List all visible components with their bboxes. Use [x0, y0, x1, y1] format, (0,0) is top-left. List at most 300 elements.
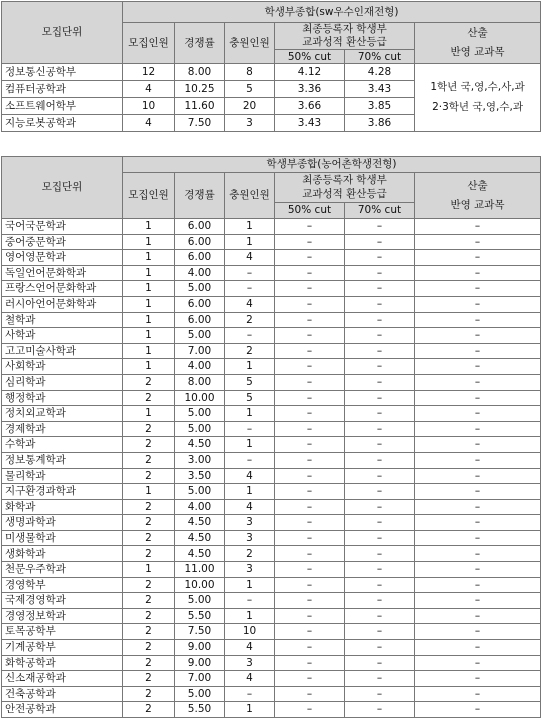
cut70-value: – — [345, 265, 415, 281]
extra-value: 2 — [225, 312, 275, 328]
unit-name: 수학과 — [2, 437, 123, 453]
subject-value: – — [415, 515, 541, 531]
unit-header: 모집단위 — [2, 157, 123, 219]
ratio-value: 4.50 — [175, 530, 225, 546]
grade-header-line2: 교과성적 환산등급 — [302, 36, 387, 49]
cut50-value: – — [275, 530, 345, 546]
extra-value: 4 — [225, 671, 275, 687]
cut70-value: – — [345, 530, 415, 546]
extra-header: 충원인원 — [225, 173, 275, 219]
extra-value: 1 — [225, 702, 275, 718]
unit-name: 심리학과 — [2, 374, 123, 390]
cut50-value: – — [275, 343, 345, 359]
quota-value: 2 — [123, 702, 175, 718]
cut50-value: 4.12 — [275, 64, 345, 81]
ratio-value: 7.00 — [175, 671, 225, 687]
subject-value: – — [415, 265, 541, 281]
cut70-value: – — [345, 281, 415, 297]
subject-value: – — [415, 281, 541, 297]
table-row — [2, 686, 541, 702]
cut70-value: – — [345, 390, 415, 406]
ratio-value: 7.00 — [175, 343, 225, 359]
extra-value: 4 — [225, 250, 275, 266]
unit-name: 경제학과 — [2, 421, 123, 437]
cut50-value: – — [275, 499, 345, 515]
table1-body — [2, 2, 541, 132]
unit-name: 경영학부 — [2, 577, 123, 593]
ratio-value: 3.00 — [175, 452, 225, 468]
table2-body — [2, 219, 541, 718]
extra-value: 20 — [225, 98, 275, 115]
quota-value: 2 — [123, 452, 175, 468]
cut70-value: – — [345, 437, 415, 453]
quota-value: 1 — [123, 265, 175, 281]
ratio-value: 10.00 — [175, 390, 225, 406]
cut70-value: – — [345, 546, 415, 562]
ratio-value: 10.25 — [175, 81, 225, 98]
quota-value: 2 — [123, 686, 175, 702]
ratio-header: 경쟁률 — [175, 23, 225, 64]
extra-value: 1 — [225, 484, 275, 500]
subject-value: – — [415, 437, 541, 453]
table-row — [2, 640, 541, 656]
quota-value: 2 — [123, 671, 175, 687]
cut70-value: – — [345, 343, 415, 359]
extra-value: 8 — [225, 64, 275, 81]
cut50-value: – — [275, 702, 345, 718]
extra-value: 4 — [225, 296, 275, 312]
ratio-value: 4.50 — [175, 437, 225, 453]
cut70-header: 70% cut — [345, 50, 415, 64]
extra-value: 10 — [225, 624, 275, 640]
table-title: 학생부종합(sw우수인재전형) — [123, 2, 541, 23]
unit-name: 중어중문학과 — [2, 234, 123, 250]
table-row — [2, 655, 541, 671]
cut70-value: – — [345, 484, 415, 500]
table-row — [2, 515, 541, 531]
quota-value: 2 — [123, 499, 175, 515]
extra-value: 1 — [225, 437, 275, 453]
quota-value: 2 — [123, 655, 175, 671]
ratio-value: 6.00 — [175, 296, 225, 312]
ratio-value: 7.50 — [175, 115, 225, 132]
subject-value: – — [415, 484, 541, 500]
extra-value: 5 — [225, 374, 275, 390]
table-row — [2, 374, 541, 390]
cut70-header: 70% cut — [345, 203, 415, 219]
ratio-value: 8.00 — [175, 374, 225, 390]
subject-note-line1: 1학년 국,영,수,사,과 — [430, 80, 525, 93]
extra-value: – — [225, 328, 275, 344]
extra-value: 3 — [225, 115, 275, 132]
cut50-header: 50% cut — [275, 203, 345, 219]
quota-value: 1 — [123, 484, 175, 500]
ratio-value: 5.00 — [175, 281, 225, 297]
table-row — [2, 624, 541, 640]
cut70-value: – — [345, 359, 415, 375]
subject-header — [415, 23, 541, 64]
ratio-value: 4.00 — [175, 359, 225, 375]
quota-value: 2 — [123, 546, 175, 562]
subject-value: – — [415, 452, 541, 468]
unit-name: 물리학과 — [2, 468, 123, 484]
cut50-header: 50% cut — [275, 50, 345, 64]
extra-value: – — [225, 421, 275, 437]
quota-value: 2 — [123, 421, 175, 437]
cut50-value: – — [275, 437, 345, 453]
quota-value: 1 — [123, 562, 175, 578]
table-row — [2, 234, 541, 250]
extra-value: – — [225, 281, 275, 297]
ratio-value: 5.50 — [175, 608, 225, 624]
extra-value: 1 — [225, 219, 275, 235]
cut70-value: 4.28 — [345, 64, 415, 81]
extra-value: 4 — [225, 640, 275, 656]
quota-value: 1 — [123, 219, 175, 235]
table-row — [2, 499, 541, 515]
unit-name: 경영정보학과 — [2, 608, 123, 624]
unit-header: 모집단위 — [2, 2, 123, 64]
cut70-value: – — [345, 686, 415, 702]
cut70-value: – — [345, 452, 415, 468]
ratio-value: 4.00 — [175, 265, 225, 281]
cut50-value: – — [275, 484, 345, 500]
cut50-value: 3.43 — [275, 115, 345, 132]
sw-talent-results-table — [1, 1, 541, 132]
unit-name: 토목공학부 — [2, 624, 123, 640]
unit-name: 지구환경과학과 — [2, 484, 123, 500]
table-row — [2, 484, 541, 500]
grade-header — [275, 23, 415, 50]
ratio-value: 8.00 — [175, 64, 225, 81]
subject-value: – — [415, 702, 541, 718]
ratio-value: 6.00 — [175, 312, 225, 328]
quota-value: 2 — [123, 593, 175, 609]
extra-value: – — [225, 265, 275, 281]
cut50-value: 3.66 — [275, 98, 345, 115]
subject-value: – — [415, 499, 541, 515]
ratio-value: 5.00 — [175, 421, 225, 437]
unit-name: 미생물학과 — [2, 530, 123, 546]
cut50-value: 3.36 — [275, 81, 345, 98]
quota-header: 모집인원 — [123, 23, 175, 64]
cut50-value: – — [275, 390, 345, 406]
cut50-value: – — [275, 671, 345, 687]
subject-value: – — [415, 546, 541, 562]
table-title: 학생부종합(농어촌학생전형) — [123, 157, 541, 173]
subject-value: – — [415, 343, 541, 359]
cut50-value: – — [275, 219, 345, 235]
ratio-value: 7.50 — [175, 624, 225, 640]
unit-name: 화학공학과 — [2, 655, 123, 671]
unit-name: 정보통계학과 — [2, 452, 123, 468]
table-row — [2, 359, 541, 375]
table-row — [2, 437, 541, 453]
cut50-value: – — [275, 250, 345, 266]
cut70-value: – — [345, 468, 415, 484]
subject-value: – — [415, 328, 541, 344]
subject-value: – — [415, 468, 541, 484]
table-row — [2, 64, 541, 81]
subject-value: – — [415, 421, 541, 437]
extra-header: 충원인원 — [225, 23, 275, 64]
cut70-value: – — [345, 655, 415, 671]
cut50-value: – — [275, 546, 345, 562]
extra-value: 1 — [225, 234, 275, 250]
unit-name: 화학과 — [2, 499, 123, 515]
quota-value: 1 — [123, 234, 175, 250]
grade-header — [275, 173, 415, 203]
table-row — [2, 702, 541, 718]
ratio-value: 9.00 — [175, 640, 225, 656]
cut70-value: – — [345, 406, 415, 422]
cut50-value: – — [275, 468, 345, 484]
cut50-value: – — [275, 296, 345, 312]
table-row — [2, 468, 541, 484]
unit-name: 러시아언어문화학과 — [2, 296, 123, 312]
cut70-value: – — [345, 499, 415, 515]
cut70-value: – — [345, 421, 415, 437]
subject-value: – — [415, 624, 541, 640]
cut70-value: – — [345, 250, 415, 266]
ratio-header: 경쟁률 — [175, 173, 225, 219]
unit-name: 안전공학과 — [2, 702, 123, 718]
unit-name: 고고미술사학과 — [2, 343, 123, 359]
cut70-value: – — [345, 593, 415, 609]
unit-name: 사회학과 — [2, 359, 123, 375]
subject-value: – — [415, 312, 541, 328]
quota-value: 1 — [123, 343, 175, 359]
cut50-value: – — [275, 265, 345, 281]
unit-name: 건축공학과 — [2, 686, 123, 702]
subject-header-line1: 산출 — [467, 27, 488, 40]
quota-value: 2 — [123, 624, 175, 640]
extra-value: 3 — [225, 515, 275, 531]
quota-value: 2 — [123, 390, 175, 406]
cut50-value: – — [275, 312, 345, 328]
table-row — [2, 577, 541, 593]
quota-value: 2 — [123, 640, 175, 656]
extra-value: 4 — [225, 468, 275, 484]
extra-value: 4 — [225, 499, 275, 515]
grade-header-line1: 최종등록자 학생부 — [302, 174, 387, 187]
cut70-value: – — [345, 312, 415, 328]
unit-name: 신소재공학과 — [2, 671, 123, 687]
extra-value: 1 — [225, 406, 275, 422]
cut50-value: – — [275, 359, 345, 375]
subject-header-line2: 반영 교과목 — [450, 198, 505, 211]
table-row — [2, 530, 541, 546]
quota-value: 2 — [123, 515, 175, 531]
cut50-value: – — [275, 640, 345, 656]
cut70-value: – — [345, 702, 415, 718]
subject-value: – — [415, 608, 541, 624]
subject-value: – — [415, 374, 541, 390]
extra-value: – — [225, 686, 275, 702]
table-row — [2, 390, 541, 406]
quota-value: 2 — [123, 437, 175, 453]
subject-value: – — [415, 640, 541, 656]
extra-value: 2 — [225, 546, 275, 562]
table-row — [2, 452, 541, 468]
subject-header-line2: 반영 교과목 — [450, 46, 505, 59]
unit-name: 사학과 — [2, 328, 123, 344]
table-row — [2, 296, 541, 312]
table-row — [2, 343, 541, 359]
table-row — [2, 219, 541, 235]
ratio-value: 5.00 — [175, 484, 225, 500]
quota-value: 12 — [123, 64, 175, 81]
unit-name: 독일언어문화학과 — [2, 265, 123, 281]
extra-value: 3 — [225, 530, 275, 546]
unit-name: 영어영문학과 — [2, 250, 123, 266]
grade-header-line1: 최종등록자 학생부 — [302, 23, 387, 35]
quota-value: 4 — [123, 115, 175, 132]
subject-value: – — [415, 686, 541, 702]
ratio-value: 5.00 — [175, 686, 225, 702]
quota-value: 2 — [123, 468, 175, 484]
subject-note — [415, 64, 541, 132]
ratio-value: 5.00 — [175, 406, 225, 422]
ratio-value: 3.50 — [175, 468, 225, 484]
extra-value: – — [225, 452, 275, 468]
cut50-value: – — [275, 624, 345, 640]
quota-value: 1 — [123, 359, 175, 375]
ratio-value: 6.00 — [175, 234, 225, 250]
quota-value: 2 — [123, 374, 175, 390]
subject-value: – — [415, 577, 541, 593]
quota-value: 1 — [123, 312, 175, 328]
subject-value: – — [415, 219, 541, 235]
unit-name: 지능로봇공학과 — [2, 115, 123, 132]
cut50-value: – — [275, 655, 345, 671]
unit-name: 소프트웨어학부 — [2, 98, 123, 115]
subject-value: – — [415, 655, 541, 671]
ratio-value: 6.00 — [175, 250, 225, 266]
extra-value: 1 — [225, 359, 275, 375]
extra-value: 1 — [225, 608, 275, 624]
unit-name: 프랑스언어문화학과 — [2, 281, 123, 297]
quota-header: 모집인원 — [123, 173, 175, 219]
table-row — [2, 406, 541, 422]
cut50-value: – — [275, 281, 345, 297]
quota-value: 1 — [123, 281, 175, 297]
subject-value: – — [415, 359, 541, 375]
cut50-value: – — [275, 515, 345, 531]
ratio-value: 4.50 — [175, 515, 225, 531]
cut70-value: – — [345, 234, 415, 250]
ratio-value: 11.00 — [175, 562, 225, 578]
quota-value: 1 — [123, 250, 175, 266]
extra-value: 5 — [225, 81, 275, 98]
table-row — [2, 250, 541, 266]
cut70-value: – — [345, 374, 415, 390]
cut70-value: 3.85 — [345, 98, 415, 115]
table-row — [2, 312, 541, 328]
unit-name: 생명과학과 — [2, 515, 123, 531]
table2-head — [2, 157, 541, 219]
cut50-value: – — [275, 686, 345, 702]
cut70-value: – — [345, 219, 415, 235]
unit-name: 정보통신공학부 — [2, 64, 123, 81]
quota-value: 1 — [123, 406, 175, 422]
subject-value: – — [415, 234, 541, 250]
cut70-value: 3.86 — [345, 115, 415, 132]
table-row — [2, 562, 541, 578]
quota-value: 2 — [123, 577, 175, 593]
cut70-value: – — [345, 671, 415, 687]
quota-value: 1 — [123, 328, 175, 344]
extra-value: – — [225, 593, 275, 609]
unit-name: 생화학과 — [2, 546, 123, 562]
cut50-value: – — [275, 577, 345, 593]
subject-value: – — [415, 296, 541, 312]
extra-value: 1 — [225, 577, 275, 593]
cut70-value: – — [345, 296, 415, 312]
cut70-value: – — [345, 328, 415, 344]
cut50-value: – — [275, 374, 345, 390]
quota-value: 2 — [123, 530, 175, 546]
cut70-value: – — [345, 608, 415, 624]
cut70-value: – — [345, 624, 415, 640]
unit-name: 천문우주학과 — [2, 562, 123, 578]
ratio-value: 4.50 — [175, 546, 225, 562]
quota-value: 4 — [123, 81, 175, 98]
ratio-value: 11.60 — [175, 98, 225, 115]
unit-name: 국어국문학과 — [2, 219, 123, 235]
table-row — [2, 546, 541, 562]
cut70-value: – — [345, 577, 415, 593]
unit-name: 기계공학부 — [2, 640, 123, 656]
subject-value: – — [415, 562, 541, 578]
unit-name: 국제경영학과 — [2, 593, 123, 609]
cut50-value: – — [275, 234, 345, 250]
extra-value: 3 — [225, 562, 275, 578]
cut70-value: – — [345, 515, 415, 531]
ratio-value: 4.00 — [175, 499, 225, 515]
extra-value: 2 — [225, 343, 275, 359]
subject-header — [415, 173, 541, 219]
table-row — [2, 281, 541, 297]
ratio-value: 5.50 — [175, 702, 225, 718]
table-row — [2, 421, 541, 437]
ratio-value: 6.00 — [175, 219, 225, 235]
quota-value: 1 — [123, 296, 175, 312]
unit-name: 컴퓨터공학과 — [2, 81, 123, 98]
cut50-value: – — [275, 593, 345, 609]
ratio-value: 9.00 — [175, 655, 225, 671]
ratio-value: 10.00 — [175, 577, 225, 593]
subject-value: – — [415, 593, 541, 609]
extra-value: 3 — [225, 655, 275, 671]
unit-name: 정치외교학과 — [2, 406, 123, 422]
cut70-value: – — [345, 640, 415, 656]
cut50-value: – — [275, 608, 345, 624]
subject-value: – — [415, 671, 541, 687]
cut70-value: 3.43 — [345, 81, 415, 98]
cut70-value: – — [345, 562, 415, 578]
cut50-value: – — [275, 328, 345, 344]
rural-student-results-table — [1, 156, 541, 718]
subject-header-line1: 산출 — [467, 179, 488, 192]
table-row — [2, 265, 541, 281]
grade-header-line2: 교과성적 환산등급 — [302, 187, 387, 200]
ratio-value: 5.00 — [175, 593, 225, 609]
cut50-value: – — [275, 421, 345, 437]
cut50-value: – — [275, 562, 345, 578]
extra-value: 5 — [225, 390, 275, 406]
table-row — [2, 328, 541, 344]
